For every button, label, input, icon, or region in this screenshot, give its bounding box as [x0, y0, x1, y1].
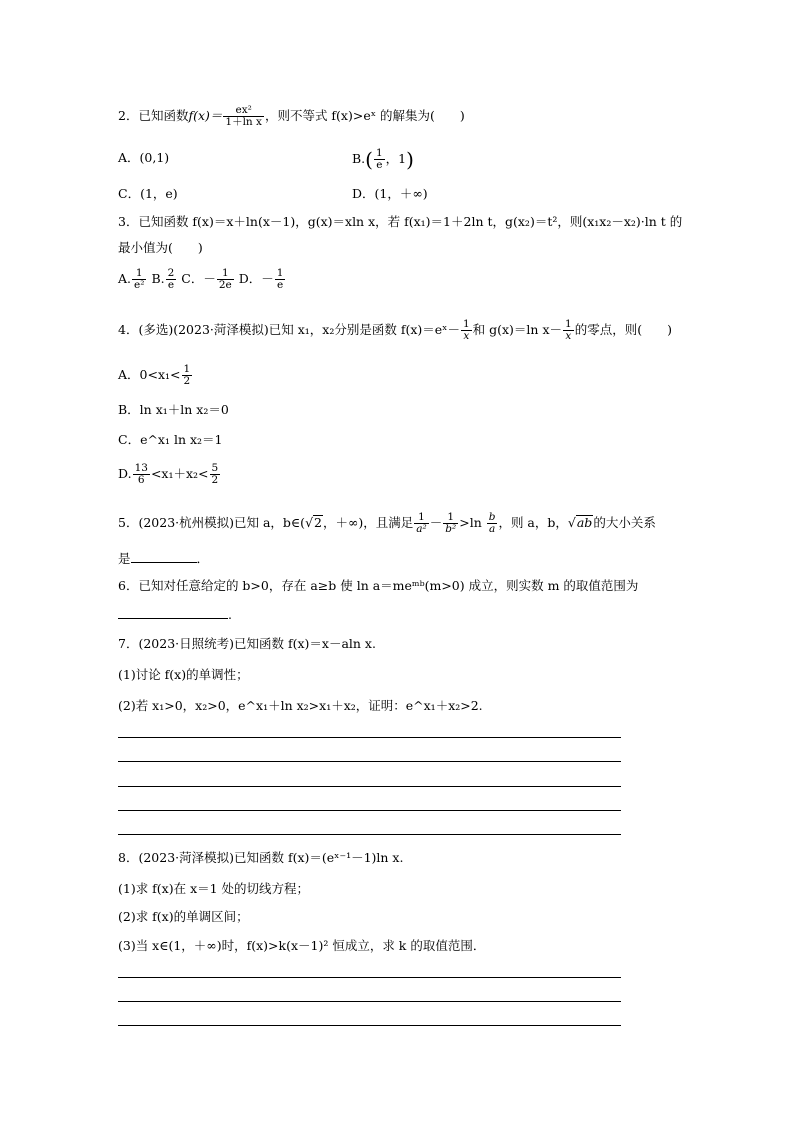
q4-d-mid: <x₁＋x₂< [150, 466, 209, 481]
q5-gt: >ln [459, 515, 486, 530]
q7-answer-line-1[interactable] [118, 737, 621, 738]
q5-sqrt-value: 2 [314, 515, 322, 530]
q4-num1: 1 [462, 318, 470, 330]
q4-option-d [118, 463, 221, 486]
q2-optb-fraction [374, 148, 385, 171]
q3-stem-line2: 最小值为( ) [118, 240, 203, 255]
q3-opt-a-label: A. [118, 271, 132, 286]
q6-line2 [118, 606, 232, 623]
q8-answer-line-1[interactable] [118, 977, 621, 978]
q3-opt-c-fraction [217, 268, 234, 291]
q2-optb-den: e [374, 159, 385, 171]
q2-optb-rparen: ) [406, 147, 414, 172]
q4-a-num: 1 [183, 363, 191, 375]
q5-answer-blank[interactable] [131, 550, 197, 563]
q4-post: 的零点，则( ) [574, 322, 672, 337]
q5-num2: 1 [447, 511, 455, 523]
q2-num: ex² [235, 104, 252, 116]
q4-option-a [118, 364, 193, 387]
q5-fraction-3 [487, 512, 498, 535]
q5-fraction-1 [414, 512, 428, 535]
q3-opt-d-label: D．－ [238, 271, 274, 286]
q4-d-den1: 6 [133, 474, 150, 486]
q2-den: 1＋ln x [225, 116, 262, 128]
q8-part1: (1)求 f(x)在 x＝1 处的切线方程； [118, 881, 310, 896]
q4-a-den: 2 [183, 375, 191, 387]
q5-stem [118, 512, 656, 535]
q7-answer-line-3[interactable] [118, 786, 621, 787]
q2-stem [118, 105, 465, 128]
q2-option-c: C．(1，e) [118, 186, 178, 201]
q7-part1: (1)讨论 f(x)的单调性； [118, 667, 249, 682]
q5-den2: b² [445, 523, 457, 535]
q4-d-fraction-1 [133, 463, 150, 486]
q4-d-num2: 5 [211, 462, 219, 474]
q5-mid: ，＋∞)，且满足 [322, 515, 414, 530]
q5-line2-post: ． [196, 551, 210, 566]
q8-part3: (3)当 x∈(1，＋∞)时，f(x)>k(x－1)² 恒成立，求 k 的取值范围． [118, 938, 486, 953]
q3-c-num: 1 [221, 267, 229, 279]
q5-pre: 5．(2023·杭州模拟)已知 a，b∈( [118, 515, 306, 530]
q7-answer-line-5[interactable] [118, 834, 621, 835]
q5-num1: 1 [418, 511, 425, 523]
q2-pre: 2．已知函数 [118, 108, 189, 123]
q3-opt-b-label: B. [151, 271, 165, 286]
q4-option-c: C．e^x₁ ln x₂＝1 [118, 432, 223, 447]
q5-den3: a [487, 523, 498, 535]
q5-sqrt2-sign: √ [567, 515, 576, 530]
q3-options [118, 268, 286, 291]
q5-num3: b [488, 511, 496, 523]
q5-line2-pre: 是 [118, 551, 131, 566]
q4-den1: x [461, 330, 472, 342]
q2-optb-pre: B. [352, 151, 366, 166]
q4-d-pre: D. [118, 466, 132, 481]
q3-c-den: 2e [218, 279, 232, 291]
q3-a-den: e² [134, 279, 145, 291]
q5-den1: a² [416, 523, 427, 535]
q4-num2: 1 [565, 318, 572, 330]
q2-option-d: D．(1，＋∞) [352, 186, 428, 201]
q7-answer-line-2[interactable] [118, 761, 621, 762]
q6-line2-post: . [228, 607, 232, 622]
q5-sqrt-sign: √ [305, 515, 314, 530]
q4-d-num1: 13 [134, 462, 148, 474]
q3-opt-c-label: C．－ [181, 271, 216, 286]
q7-answer-line-4[interactable] [118, 810, 621, 811]
q2-optb-num: 1 [375, 147, 383, 159]
q7-part2: (2)若 x₁>0，x₂>0，e^x₁＋ln x₂>x₁＋x₂，证明：e^x₁＋x₂>2. [118, 698, 483, 713]
q5-minus: － [429, 515, 443, 530]
q3-a-num: 1 [135, 267, 143, 279]
q4-option-b: B．ln x₁＋ln x₂＝0 [118, 402, 229, 417]
q3-opt-a-fraction [132, 268, 146, 291]
q2-fraction [223, 105, 264, 128]
q3-opt-b-fraction [166, 268, 177, 291]
q3-d-den: e [275, 279, 286, 291]
q5-fraction-2 [443, 512, 458, 535]
q5-line2 [118, 550, 209, 567]
q2-option-a: A．(0,1) [118, 150, 170, 165]
q5-sqrt2-value: ab [576, 515, 593, 530]
q4-mid: 和 g(x)＝ln x－ [472, 322, 562, 337]
q4-stem [118, 319, 672, 342]
q5-post2: 的大小关系 [593, 515, 656, 530]
q3-stem-line1: 3．已知函数 f(x)＝x＋ln(x－1)，g(x)＝xln x，若 f(x₁)＝1＋2ln t，g(x₂)＝t²，则(x₁x₂－x₂)·ln t 的 [118, 214, 683, 229]
q4-fraction-2 [563, 319, 574, 342]
q2-post: ，则不等式 f(x)>eˣ 的解集为( ) [264, 108, 465, 123]
q4-d-fraction-2 [210, 463, 221, 486]
q2-option-b [352, 148, 414, 171]
q4-a-pre: A．0<x₁< [118, 367, 181, 382]
q8-answer-line-2[interactable] [118, 1001, 621, 1002]
q4-pre: 4．(多选)(2023·菏泽模拟)已知 x₁，x₂分别是函数 f(x)＝eˣ－ [118, 322, 460, 337]
q2-optb-post: ，1 [385, 151, 407, 166]
q6-stem: 6．已知对任意给定的 b>0，存在 a≥b 使 ln a＝meᵐᵇ(m>0) 成立，则实数 m 的取值范围为 [118, 578, 639, 593]
q2-f: f(x)＝ [188, 108, 223, 123]
q4-a-fraction [182, 364, 193, 387]
q5-post1: ，则 a，b， [498, 515, 568, 530]
q8-part2: (2)求 f(x)的单调区间； [118, 909, 249, 924]
q4-den2: x [563, 330, 574, 342]
q8-answer-line-3[interactable] [118, 1025, 621, 1026]
q6-answer-blank[interactable] [118, 606, 228, 619]
q3-b-num: 2 [167, 267, 175, 279]
q3-opt-d-fraction [275, 268, 286, 291]
q4-fraction-1 [461, 319, 472, 342]
q2-optb-lparen: ( [365, 147, 373, 172]
q3-d-num: 1 [276, 267, 284, 279]
q7-title: 7．(2023·日照统考)已知函数 f(x)＝x－aln x. [118, 636, 376, 651]
q4-d-den2: 2 [211, 474, 219, 486]
q8-title: 8．(2023·菏泽模拟)已知函数 f(x)＝(eˣ⁻¹－1)ln x. [118, 850, 404, 865]
q3-b-den: e [166, 279, 177, 291]
